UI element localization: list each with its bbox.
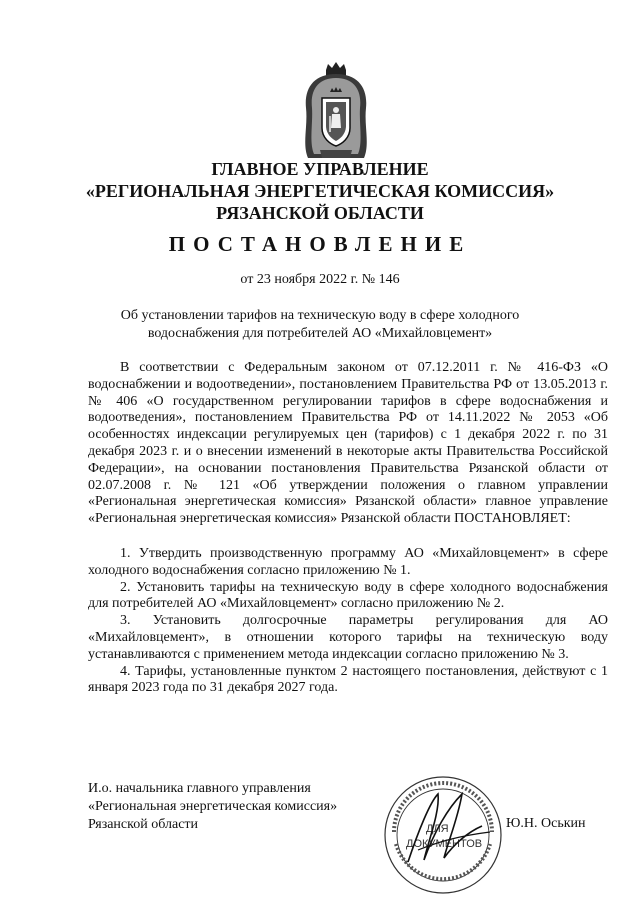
stamp-center-text-1: ДЛЯ [426,823,449,835]
resolution-item: 2. Установить тарифы на техническую воду в сфере холодного водоснабжения для потребителей АО «Михайловцемент» согласно приложению № 2. [88,579,608,612]
official-stamp-with-signature [378,772,508,898]
resolution-items [88,546,608,697]
resolution-item: 4. Тарифы, установленные пунктом 2 настоящего постановления, действуют с 1 января 2023 года по 31 декабря 2027 года. [88,663,608,696]
position-line-2: «Региональная энергетическая комиссия» [88,799,338,814]
document-date-number: от 23 ноября 2022 г. № 146 [240,272,400,287]
subject-line-2: водоснабжения для потребителей АО «Михайловцемент» [147,326,493,341]
document-type: ПОСТАНОВЛЕНИЕ [168,232,472,256]
document-body [88,360,608,697]
stamp-center-text-2: ДОКУМЕНТОВ [406,838,483,850]
position-line-1: И.о. начальника главного управления [88,781,311,796]
ryazan-coat-of-arms-icon [300,62,372,162]
org-line-1: ГЛАВНОЕ УПРАВЛЕНИЕ [211,159,429,179]
preamble-paragraph: В соответствии с Федеральным законом от 07.12.2011 г. № 416-ФЗ «О водоснабжении и водоотведении», постановлением Правительства РФ от 13.05.2013 г. № 406 «О государственном регулировании тарифов в сфере водоснабжения и водоотведения», постановлением Правительства РФ от 14.11.2022 № 2053 «Об особенностях индексации регулируемых цен (тарифов) с 1 декабря 2022 г. по 31 декабря 2023 г. и о внесении изменений в некоторые акты Правительства Российской Федерации», на основании постановления Правительства Рязанской области от 02.07.2008 г. № 121 «Об утверждении положения о главном управлении «Региональная энергетическая комиссия» Рязанской области» главное управление «Региональная энергетическая комиссия» Рязанской области ПОСТАНОВЛЯЕТ: [88,360,608,527]
issuing-authority [0,158,640,224]
resolution-item: 1. Утвердить производственную программу АО «Михайловцемент» в сфере холодного водоснабжения согласно приложению № 1. [88,545,608,578]
subject-line-1: Об установлении тарифов на техническую воду в сфере холодного [120,308,520,323]
resolution-item: 3. Установить долгосрочные параметры регулирования для АО «Михайловцемент», в отношении которого тарифы на техническую воду устанавливаются с применением метода индексации согласно приложению № 3. [88,613,608,662]
document-subject [90,307,550,343]
signatory-name: Ю.Н. Оськин [506,816,586,831]
org-line-3: РЯЗАНСКОЙ ОБЛАСТИ [216,203,424,223]
org-line-2: «РЕГИОНАЛЬНАЯ ЭНЕРГЕТИЧЕСКАЯ КОМИССИЯ» [85,181,555,201]
signatory-position [88,780,337,834]
position-line-3: Рязанской области [88,817,199,832]
